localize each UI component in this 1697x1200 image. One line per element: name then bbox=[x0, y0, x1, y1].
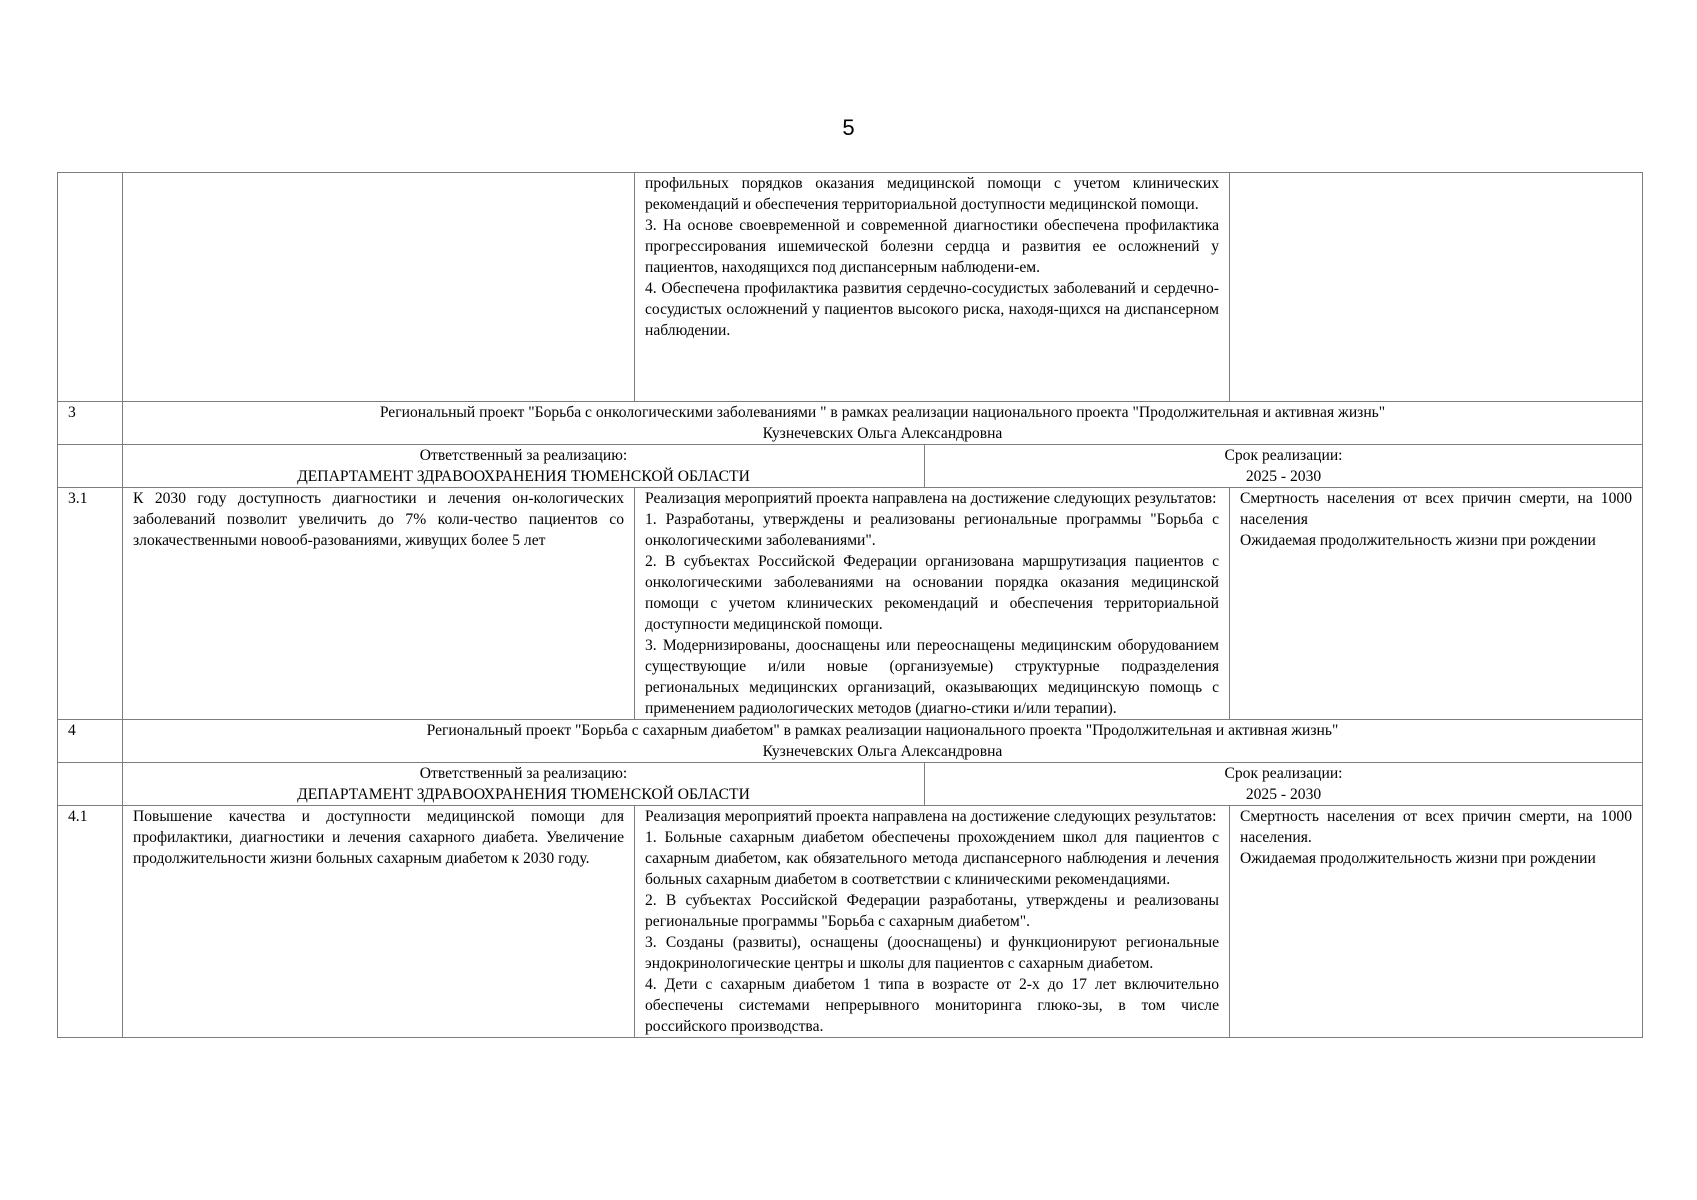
task-results bbox=[635, 488, 1230, 720]
project-responsible-row bbox=[58, 445, 1643, 488]
responsible-label: Ответственный за реализацию: bbox=[419, 765, 628, 782]
project-title: Региональный проект "Борьба с онкологическими заболеваниями " в рамках реализации национального проекта "Продолжительная и активная жизнь" bbox=[379, 404, 1386, 421]
project-number: 4 bbox=[58, 720, 123, 763]
results-paragraph: 3. На основе своевременной и современной диагностики обеспечена профилактика прогрессирования ишемической болезни сердца и развития ее осложнений у пациентов, находящихся под диспансерным наблюдени-ем. bbox=[645, 217, 1219, 276]
responsible-value: ДЕПАРТАМЕНТ ЗДРАВООХРАНЕНИЯ ТЮМЕНСКОЙ ОБЛАСТИ bbox=[297, 468, 750, 485]
task-row bbox=[58, 488, 1643, 720]
results-paragraph: 1. Разработаны, утверждены и реализованы региональные программы "Борьба с онкологическими заболеваниями". bbox=[645, 511, 1219, 549]
responsible-cell bbox=[123, 763, 925, 806]
page-number: 5 bbox=[842, 115, 855, 140]
project-title-cell bbox=[123, 402, 1643, 445]
results-paragraph: 2. В субъектах Российской Федерации организована маршрутизация пациентов с онкологическими заболеваниями на основании порядка оказания медицинской помощи с учетом клинических рекомендаций и обеспечения территориальной доступности медицинской помощи. bbox=[645, 553, 1219, 633]
term-label: Срок реализации: bbox=[1224, 765, 1343, 782]
results-paragraph: 1. Больные сахарным диабетом обеспечены прохождением школ для пациентов с сахарным диабетом, как обязательного метода диспансерного наблюдения и лечения больных сахарным диабетом в соответствии с клиническими рекомендациями. bbox=[645, 829, 1219, 888]
results-paragraph: 2. В субъектах Российской Федерации разработаны, утверждены и реализованы региональные программы "Борьба с сахарным диабетом". bbox=[645, 892, 1219, 930]
results-paragraph: профильных порядков оказания медицинской помощи с учетом клинических рекомендаций и обеспечения территориальной доступности медицинской помощи. bbox=[645, 175, 1219, 213]
task-number: 4.1 bbox=[58, 806, 123, 1038]
task-indicators bbox=[1230, 488, 1643, 720]
task-goal-text: К 2030 году доступность диагностики и лечения он-кологических заболеваний позволит увеличить до 7% коли-чество пациентов со злокачественными новооб-разованиями, живущих более 5 лет bbox=[133, 490, 624, 549]
responsible-value: ДЕПАРТАМЕНТ ЗДРАВООХРАНЕНИЯ ТЮМЕНСКОЙ ОБЛАСТИ bbox=[297, 786, 750, 803]
indicator: Ожидаемая продолжительность жизни при рождении bbox=[1240, 850, 1596, 867]
task-goal bbox=[123, 806, 635, 1038]
number-cell bbox=[58, 173, 123, 402]
term-label: Срок реализации: bbox=[1224, 447, 1343, 464]
project-head: Кузнечевских Ольга Александровна bbox=[762, 425, 1003, 442]
results-cell bbox=[635, 173, 1230, 402]
empty-cell bbox=[58, 763, 123, 806]
task-results bbox=[635, 806, 1230, 1038]
term-cell bbox=[925, 445, 1643, 488]
responsible-cell bbox=[123, 445, 925, 488]
project-number: 3 bbox=[58, 402, 123, 445]
term-value: 2025 - 2030 bbox=[1245, 468, 1322, 485]
results-paragraph: Реализация мероприятий проекта направлена на достижение следующих результатов: bbox=[645, 490, 1217, 507]
project-head: Кузнечевских Ольга Александровна bbox=[762, 743, 1003, 760]
project-responsible-row bbox=[58, 763, 1643, 806]
task-number: 3.1 bbox=[58, 488, 123, 720]
program-table bbox=[57, 172, 1643, 1038]
indicator: Ожидаемая продолжительность жизни при рождении bbox=[1240, 532, 1596, 549]
task-row bbox=[58, 806, 1643, 1038]
results-paragraph: Реализация мероприятий проекта направлена на достижение следующих результатов: bbox=[645, 808, 1217, 825]
results-paragraph: 3. Созданы (развиты), оснащены (дооснащены) и функционируют региональные эндокринологические центры и школы для пациентов с сахарным диабетом. bbox=[645, 934, 1219, 972]
continuation-row bbox=[58, 173, 1643, 402]
task-goal-text: Повышение качества и доступности медицинской помощи для профилактики, диагностики и лечения сахарного диабета. Увеличение продолжительности жизни больных сахарным диабетом к 2030 году. bbox=[133, 808, 624, 867]
term-value: 2025 - 2030 bbox=[1245, 786, 1322, 803]
task-indicators bbox=[1230, 806, 1643, 1038]
task-goal bbox=[123, 488, 635, 720]
project-title-row bbox=[58, 402, 1643, 445]
indicator: Смертность населения от всех причин смерти, на 1000 населения bbox=[1240, 490, 1632, 528]
project-title-cell bbox=[123, 720, 1643, 763]
responsible-label: Ответственный за реализацию: bbox=[419, 447, 628, 464]
empty-cell bbox=[58, 445, 123, 488]
results-paragraph: 3. Модернизированы, дооснащены или переоснащены медицинским оборудованием существующие и/или новые (организуемые) структурные подразделения региональных медицинских организаций, оказывающих медицинскую помощь с применением радиологических методов (диагно-стики и/или терапии). bbox=[645, 637, 1219, 717]
project-title-row bbox=[58, 720, 1643, 763]
results-paragraph: 4. Обеспечена профилактика развития сердечно-сосудистых заболеваний и сердечно-сосудистых осложнений у пациентов высокого риска, находя-щихся на диспансерном наблюдении. bbox=[645, 280, 1219, 339]
indicator: Смертность населения от всех причин смерти, на 1000 населения. bbox=[1240, 808, 1632, 846]
goal-cell bbox=[123, 173, 635, 402]
indicators-cell bbox=[1230, 173, 1643, 402]
results-paragraph: 4. Дети с сахарным диабетом 1 типа в возрасте от 2-х до 17 лет включительно обеспечены системами непрерывного мониторинга глюко-зы, в том числе российского производства. bbox=[645, 976, 1219, 1035]
term-cell bbox=[925, 763, 1643, 806]
project-title: Региональный проект "Борьба с сахарным диабетом" в рамках реализации национального проекта "Продолжительная и активная жизнь" bbox=[426, 722, 1339, 739]
